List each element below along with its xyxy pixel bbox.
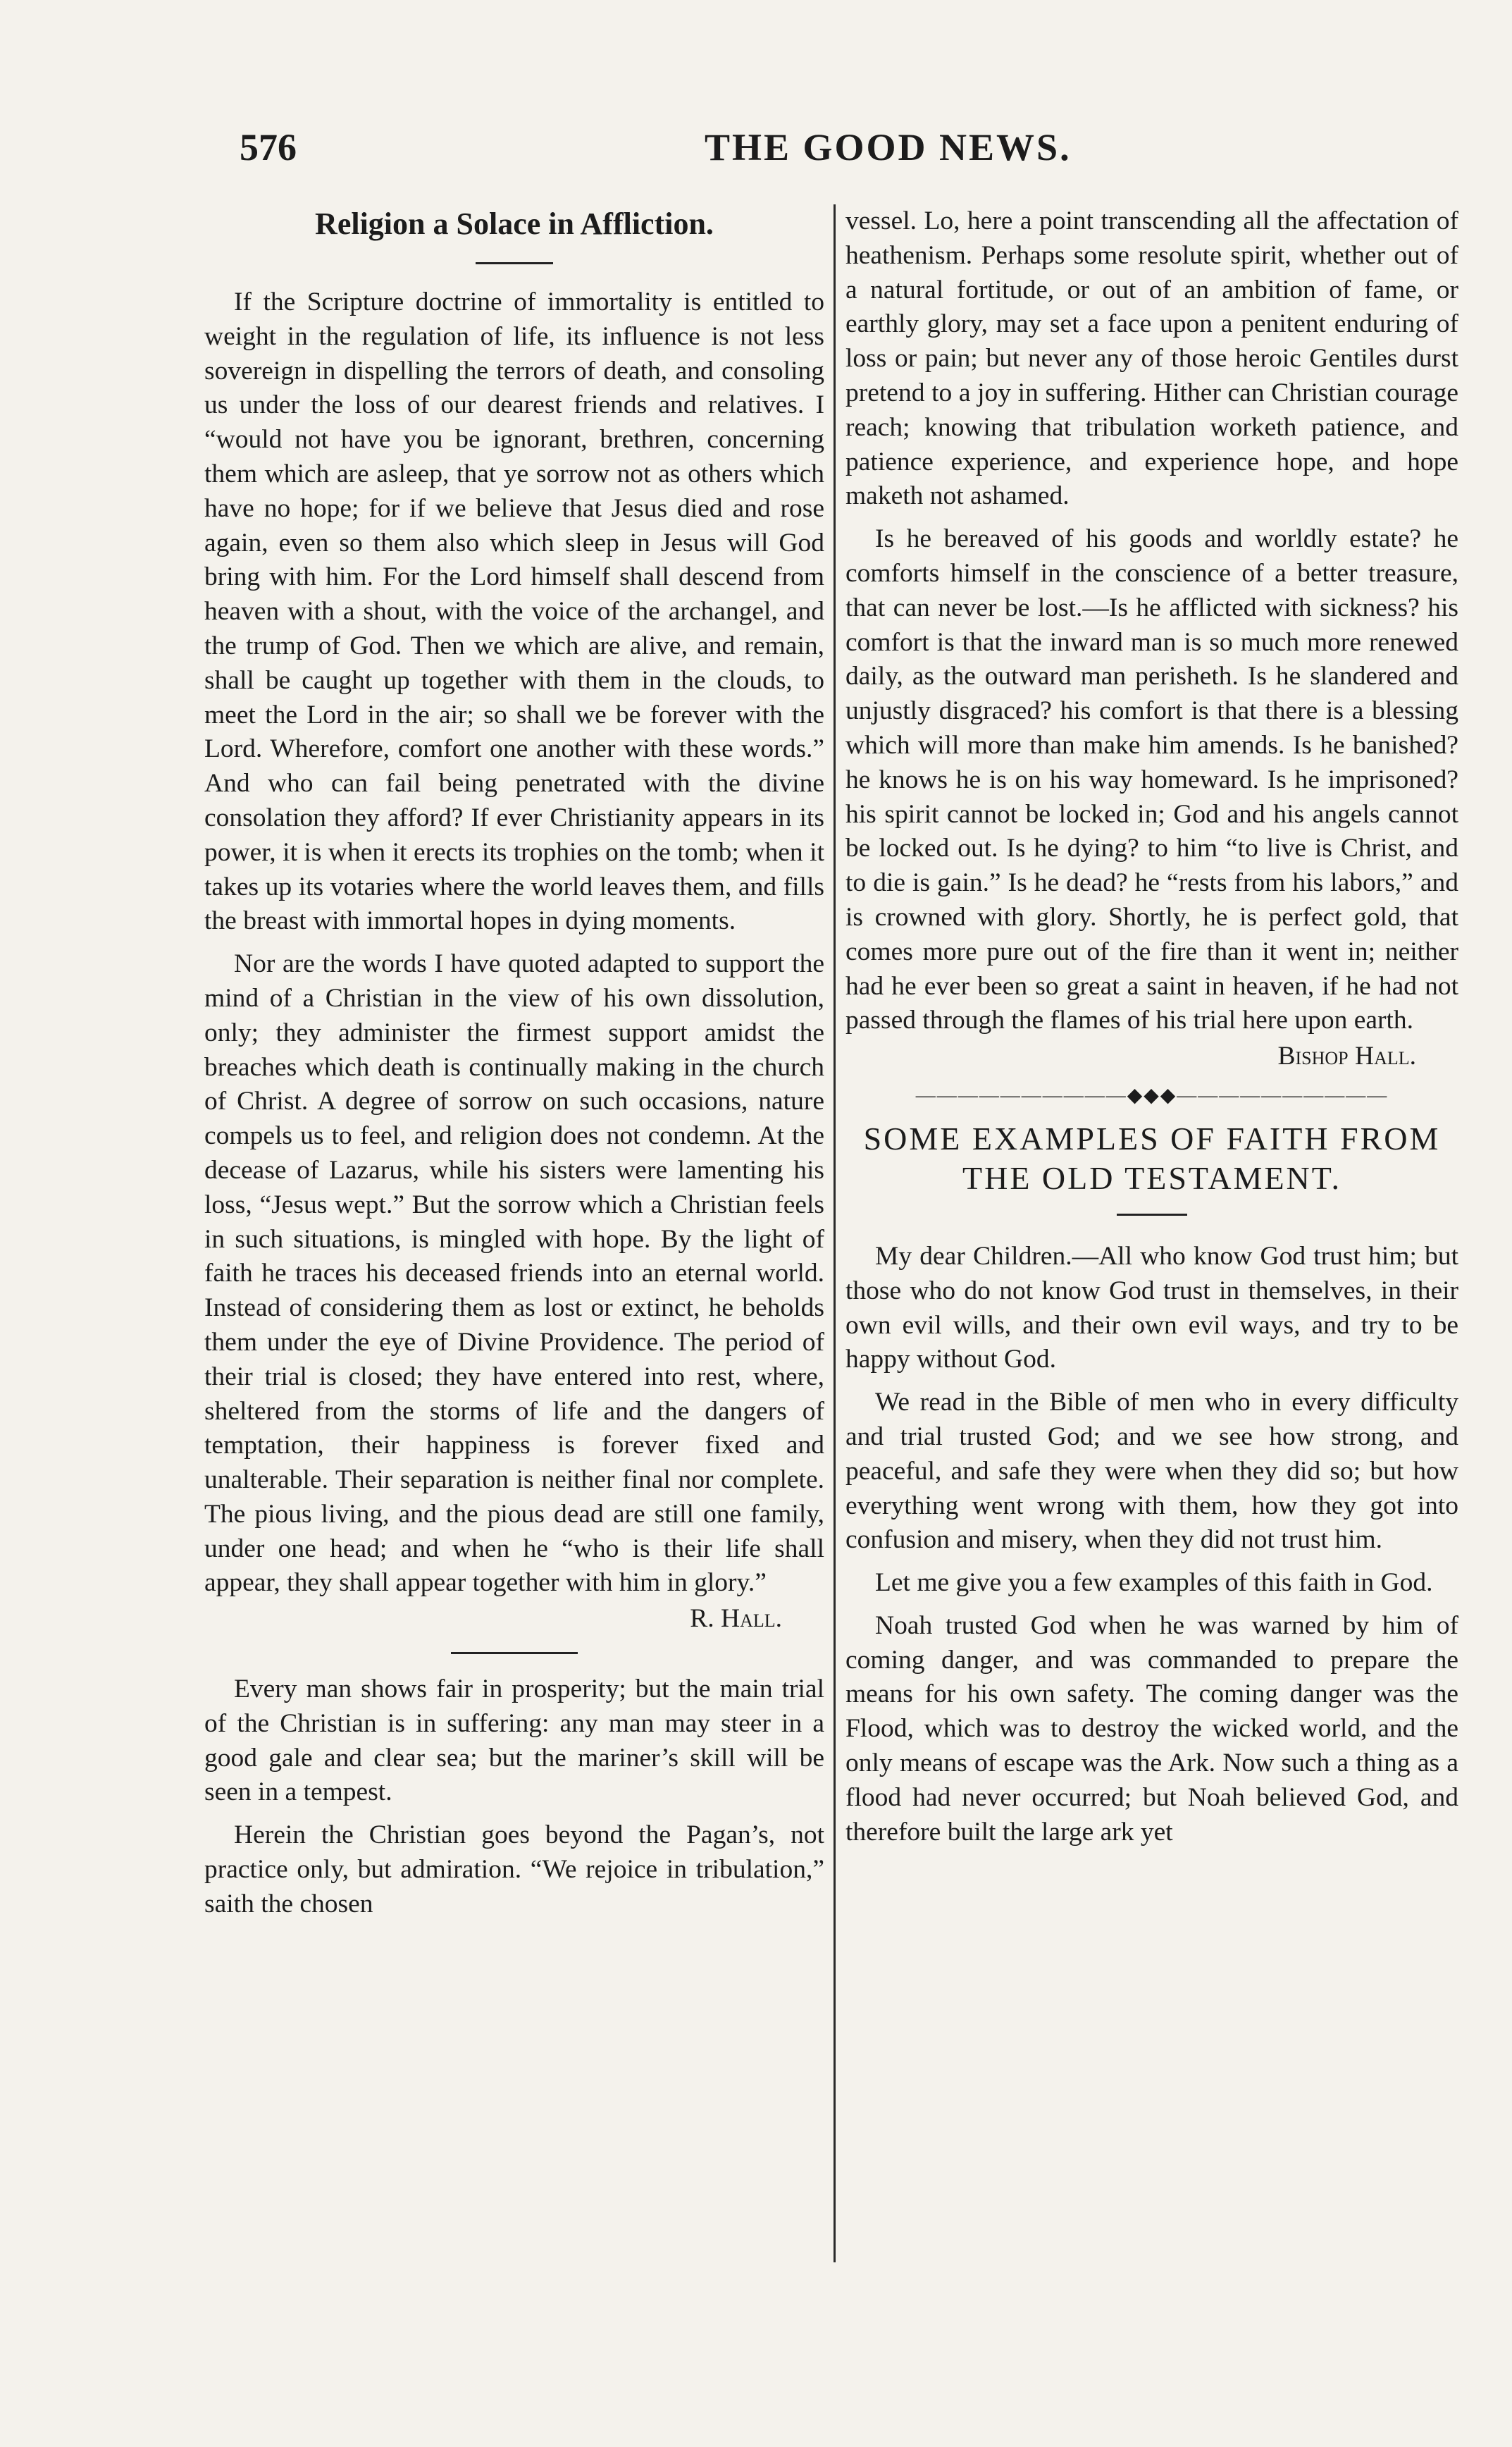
article-paragraph: If the Scripture doctrine of immortality is entitled to weight in the regulation of life, its influence is not less sovereign in dispelling the terrors of death, and consoling us under the loss of our dearest friends and relatives. I “would not have you be ignorant, brethren, concerning them which are asleep, that ye sorrow not as others which have no hope; for if we believe that Jesus died and rose again, even so them also which sleep in Jesus will God bring with him. For the Lord himself shall descend from heaven with a shout, with the voice of the archangel, and the trump of God. Then we which are alive, and remain, shall be caught up together with them in the clouds, to meet the Lord in the air; so shall we be forever with the Lord. Wherefore, comfort one another with these words.” And who can fail being penetrated with the divine consolation they afford? If ever Christianity appears in its power, it is when it erects its trophies on the tomb; when it takes up its votaries where the world leaves them, and fills the breast with immortal hopes in dying moments. [204, 288, 824, 936]
ornamental-divider: ——————————◆◆◆—————————— [915, 1084, 1389, 1107]
right-column [845, 204, 1458, 1849]
article-paragraph: vessel. Lo, here a point transcending all the affectation of heathenism. Perhaps some resolute spirit, whether out of a natural fortitude, or out of an ambition of fame, or earthly glory, may set a face upon a penitent enduring of loss or pain; but never any of those heroic Gentiles durst pretend to a joy in suffering. Hither can Christian courage reach; knowing that tribulation worketh patience, and patience experience, and experience hope, and hope maketh not ashamed. [845, 207, 1458, 511]
running-head [0, 125, 1512, 175]
article-signature: Bishop Hall. [1277, 1042, 1416, 1071]
journal-title: THE GOOD NEWS. [705, 126, 1072, 168]
article-paragraph: Is he bereaved of his goods and worldly estate? he comforts himself in the conscience of a better treasure, that can never be lost.—Is he afflicted with sickness? his comfort is that the inward man is so much more renewed daily, as the outward man perisheth. Is he slandered and unjustly disgraced? his comfort is that there is a blessing which will more than make him amends. Is he banished? he knows he is on his way homeward. Is he imprisoned? his spirit cannot be locked in; God and his angels cannot be locked out. Is he dying? to him “to live is Christ, and to die is gain.” Is he dead? he “rests from his labors,” and is crowned with glory. Shortly, he is perfect gold, that comes more pure out of the fire than it went in; neither had he ever been so great a saint in heaven, if he had not passed through the flames of his trial here upon earth. [845, 524, 1458, 1035]
article-paragraph: Every man shows fair in prosperity; but the main trial of the Christian is in suffering: any man may steer in a good gale and clear sea; but the mariner’s skill will be seen in a tempest. [204, 1675, 824, 1807]
left-column [204, 204, 824, 1922]
article-signature: R. Hall. [690, 1604, 782, 1634]
section-heading: SOME EXAMPLES OF FAITH FROM THE OLD TESTAMENT. [863, 1120, 1441, 1196]
article-paragraph: Nor are the words I have quoted adapted to support the mind of a Christian in the view of his own dissolution, only; they administer the firmest support amidst the breaches which death is continually making in the church of Christ. A degree of sorrow on such occasions, nature compels us to feel, and religion does not condemn. At the decease of Lazarus, while his sisters were lamenting his loss, “Jesus wept.” But the sorrow which a Christian feels in such situations, is mingled with hope. By the light of faith he traces his deceased friends into an eternal world. Instead of considering them as lost or extinct, he beholds them under the eye of Divine Providence. The period of their trial is closed; they have entered into rest, where, sheltered from the storms of life and the dangers of temptation, their happiness is forever fixed and unalterable. Their separation is neither final nor complete. The pious living, and the pious dead are still one family, under one head; and when he “who is their life shall appear, they shall appear together with him in glory.” [204, 949, 824, 1598]
article-paragraph: We read in the Bible of men who in every difficulty and trial trusted God; and we see how strong, and peaceful, and safe they were when they did so; but how everything went wrong with them, how they got into confusion and misery, when they did not trust him. [845, 1388, 1458, 1555]
section-rule [451, 1652, 578, 1654]
article-title: Religion a Solace in Affliction. [315, 207, 714, 241]
column-divider [834, 204, 836, 2262]
heading-rule [1117, 1214, 1187, 1216]
page-number: 576 [240, 126, 297, 168]
article-paragraph: My dear Children.—All who know God trust him; but those who do not know God trust in themselves, in their own evil wills, and their own evil ways, and try to be happy without God. [845, 1241, 1458, 1374]
article-paragraph: Noah trusted God when he was warned by him of coming danger, and was commanded to prepare the means for his own safety. The coming danger was the Flood, which was to destroy the wicked world, and the only means of escape was the Ark. Now such a thing as a flood had never occurred; but Noah believed God, and therefore built the large ark yet [845, 1610, 1458, 1847]
article-paragraph: Let me give you a few examples of this faith in God. [875, 1568, 1433, 1598]
article-paragraph: Herein the Christian goes beyond the Pagan’s, not practice only, but admiration. “We rejoice in tribulation,” saith the chosen [204, 1820, 824, 1918]
title-rule [476, 262, 553, 264]
